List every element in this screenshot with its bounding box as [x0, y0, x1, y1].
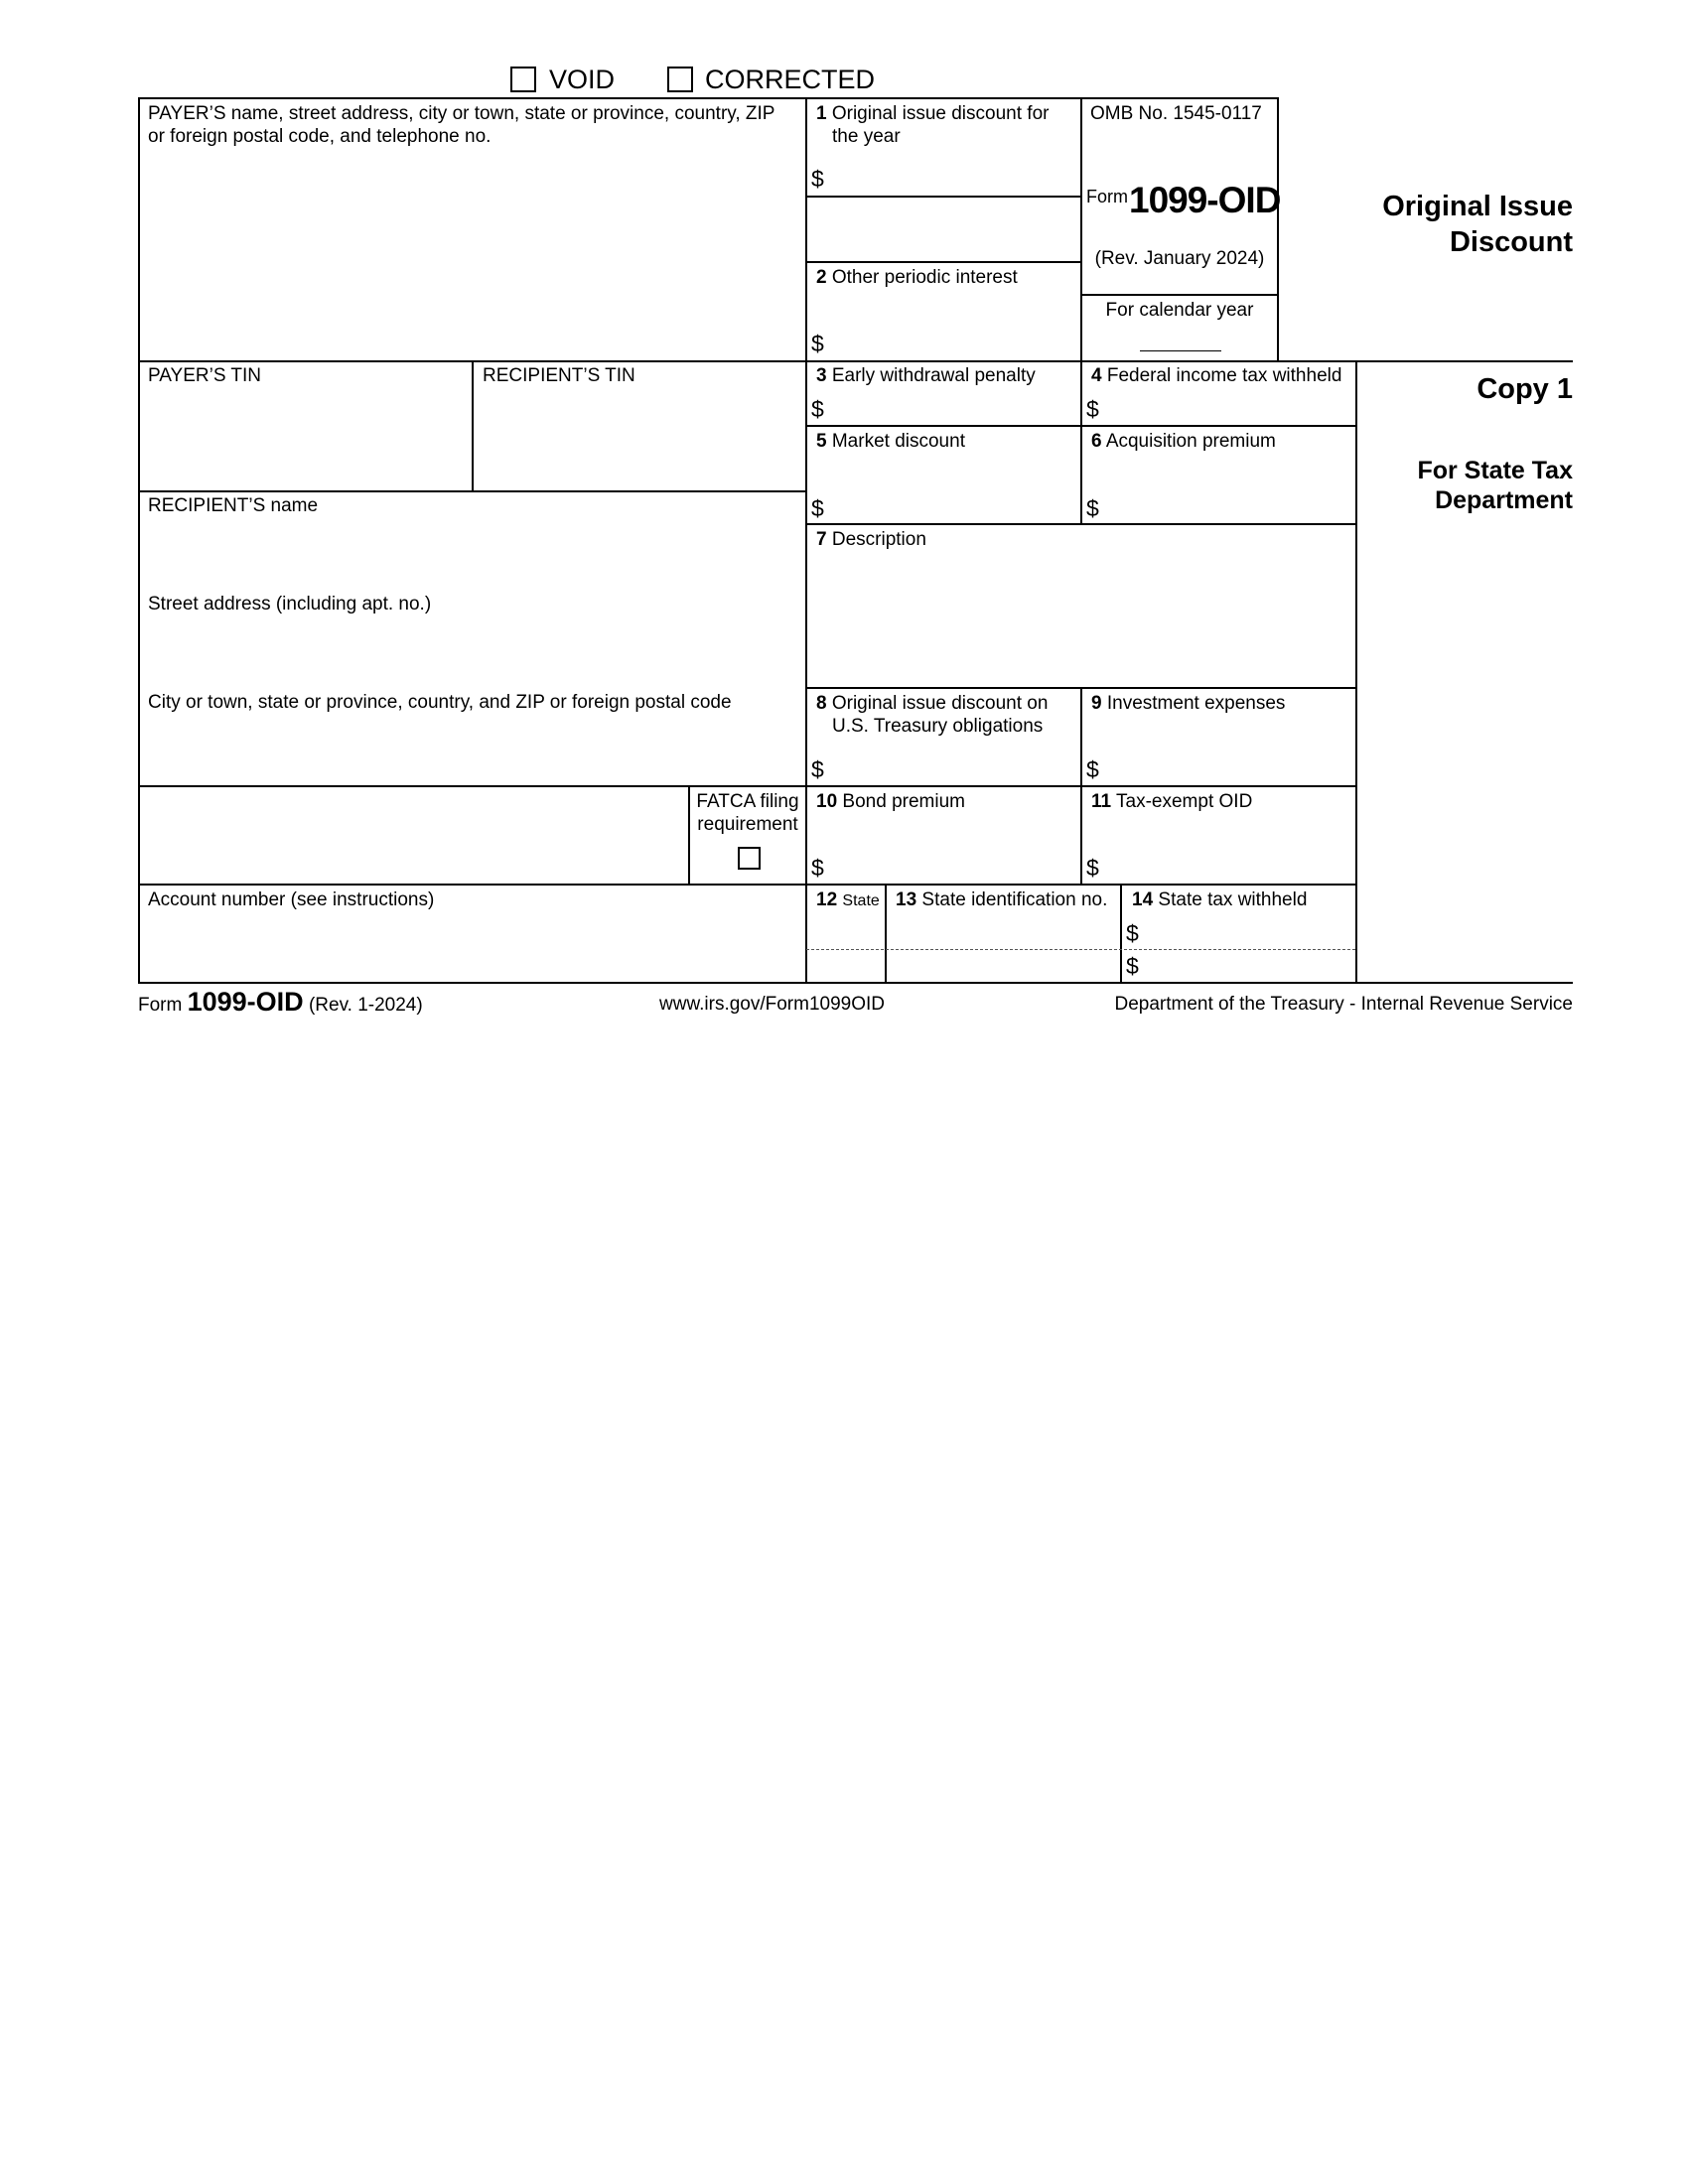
- line-box3-bottom: [805, 425, 1356, 427]
- box13-label: [896, 888, 1107, 911]
- payer-name-label: PAYER’S name, street address, city or town, state or province, country, ZIP or foreign postal code, and telephone no.: [148, 103, 775, 147]
- box14-dollar-sign-2: $: [1126, 953, 1139, 979]
- box4-text: Federal income tax withheld: [1106, 365, 1342, 386]
- box2-number: 2: [816, 267, 827, 288]
- form-revision: (Rev. January 2024): [1094, 248, 1265, 269]
- copy-label: Copy 1: [1477, 373, 1573, 405]
- box10-field[interactable]: [829, 816, 1077, 882]
- box10-number: 10: [816, 791, 838, 812]
- box2-dollar-sign: $: [811, 331, 824, 356]
- box11-label: [1091, 790, 1252, 813]
- box13-number: 13: [896, 889, 917, 910]
- box2-text: Other periodic interest: [831, 267, 1018, 288]
- recipient-name-field[interactable]: [140, 518, 803, 588]
- recipient-tin-label: RECIPIENT’S TIN: [483, 365, 635, 386]
- box12-number: 12: [816, 889, 838, 910]
- box6-label: [1091, 430, 1276, 453]
- box6-field[interactable]: [1104, 457, 1352, 521]
- box10-dollar-sign: $: [811, 855, 824, 881]
- box6-dollar-sign: $: [1086, 495, 1099, 521]
- state-row-divider: [806, 949, 1355, 950]
- payer-name-field[interactable]: [140, 144, 803, 358]
- box14-number: 14: [1132, 889, 1154, 910]
- calendar-year-label: For calendar year: [1105, 300, 1254, 321]
- box5-number: 5: [816, 431, 827, 452]
- box4-label: [1091, 364, 1341, 387]
- box9-field[interactable]: [1104, 719, 1352, 783]
- copy-desc-2: Department: [1435, 486, 1573, 514]
- form-title-1: Original Issue: [1382, 191, 1573, 222]
- box1-text: Original issue discount for: [831, 103, 1050, 124]
- box2-label: [816, 266, 1018, 289]
- box9-number: 9: [1091, 693, 1102, 714]
- box11-field[interactable]: [1104, 816, 1352, 882]
- divider-right: [1355, 360, 1357, 983]
- box7-field[interactable]: [807, 556, 1353, 685]
- box14-label: [1132, 888, 1307, 911]
- fatca-checkbox[interactable]: [738, 847, 761, 870]
- box3-label: [816, 364, 1036, 387]
- box1-field[interactable]: [829, 154, 1077, 194]
- box10-label: [816, 790, 965, 813]
- box8-text: Original issue discount on: [831, 693, 1049, 714]
- box12-field-2[interactable]: [807, 951, 883, 981]
- box5-text: Market discount: [831, 431, 965, 452]
- fatca-label-1: FATCA filing: [696, 791, 799, 812]
- fatca-label-2: requirement: [697, 814, 798, 835]
- footer-form-number: 1099-OID: [187, 987, 304, 1017]
- recipient-tin-field[interactable]: [475, 389, 804, 488]
- city-state-field[interactable]: [140, 715, 803, 783]
- city-state-label: City or town, state or province, country, and ZIP or foreign postal code: [148, 692, 732, 713]
- payer-tin-field[interactable]: [140, 389, 470, 488]
- box8-label-1: [816, 692, 1048, 715]
- box4-field[interactable]: [1104, 391, 1352, 423]
- box13-field-1[interactable]: [887, 914, 1118, 948]
- box8-field[interactable]: [829, 743, 1077, 783]
- copy-desc-1: For State Tax: [1417, 457, 1573, 484]
- street-address-label: Street address (including apt. no.): [148, 594, 432, 614]
- calendar-year-field[interactable]: [1140, 350, 1221, 351]
- box14-text: State tax withheld: [1158, 889, 1308, 910]
- box4-dollar-sign: $: [1086, 396, 1099, 422]
- line-box2-top: [805, 261, 1081, 263]
- form-word: Form: [1086, 187, 1128, 206]
- blank-field: [140, 787, 686, 882]
- box8-label-2: U.S. Treasury obligations: [832, 716, 1044, 737]
- footer-form-word: Form: [138, 995, 183, 1016]
- box11-number: 11: [1091, 791, 1112, 812]
- box1-label-1: [816, 102, 1049, 125]
- line-rev-bottom: [1080, 294, 1278, 296]
- box13-field-2[interactable]: [887, 951, 1118, 981]
- form-grid: [0, 0, 1688, 1003]
- divider-center: [805, 97, 807, 983]
- box6-text: Acquisition premium: [1105, 431, 1276, 452]
- box3-number: 3: [816, 365, 827, 386]
- box11-text: Tax-exempt OID: [1116, 791, 1253, 812]
- box11-dollar-sign: $: [1086, 855, 1099, 881]
- footer-form-id: [138, 987, 423, 1018]
- void-label: VOID: [549, 65, 616, 94]
- box12-label: [816, 888, 880, 912]
- box5-field[interactable]: [829, 457, 1077, 521]
- box10-text: Bond premium: [842, 791, 965, 812]
- recipient-name-label: RECIPIENT’S name: [148, 495, 319, 516]
- box14-field-1[interactable]: [1144, 914, 1352, 948]
- box3-text: Early withdrawal penalty: [831, 365, 1036, 386]
- box14-dollar-sign-1: $: [1126, 920, 1139, 946]
- row-line-tin: [138, 360, 1573, 362]
- box7-number: 7: [816, 529, 827, 550]
- footer-agency: Department of the Treasury - Internal Revenue Service: [1114, 994, 1573, 1015]
- box3-dollar-sign: $: [811, 396, 824, 422]
- form-number: 1099-OID: [1129, 180, 1281, 220]
- box12-text: State: [842, 892, 880, 909]
- box1-dollar-sign: $: [811, 166, 824, 192]
- row-line-recipient-name: [138, 490, 806, 492]
- box9-label: [1091, 692, 1285, 715]
- box14-field-2[interactable]: [1144, 951, 1352, 981]
- box6-number: 6: [1091, 431, 1102, 452]
- box1-number: 1: [816, 103, 827, 124]
- corrected-label: CORRECTED: [705, 65, 876, 94]
- bottom-border: [138, 982, 1573, 984]
- box5-label: [816, 430, 965, 453]
- box8-dollar-sign: $: [811, 756, 824, 782]
- box1-label-2: the year: [832, 126, 901, 147]
- box2-field[interactable]: [829, 298, 1077, 357]
- payer-tin-label: PAYER’S TIN: [148, 365, 262, 386]
- box3-field[interactable]: [829, 391, 1077, 423]
- account-number-field[interactable]: [140, 913, 803, 980]
- box13-text: State identification no.: [921, 889, 1108, 910]
- box4-number: 4: [1091, 365, 1102, 386]
- divider-tin: [472, 360, 474, 490]
- omb-number: OMB No. 1545-0117: [1090, 103, 1262, 124]
- footer-url[interactable]: www.irs.gov/Form1099OID: [659, 994, 886, 1015]
- line-box1-bottom: [805, 196, 1081, 198]
- form-title-2: Discount: [1449, 226, 1573, 258]
- top-border: [138, 97, 1277, 99]
- box7-text: Description: [831, 529, 926, 550]
- line-box5-bottom: [805, 523, 1356, 525]
- box12-field-1[interactable]: [807, 914, 883, 948]
- account-number-label: Account number (see instructions): [148, 889, 435, 910]
- divider-box13: [1120, 884, 1122, 983]
- box9-text: Investment expenses: [1106, 693, 1286, 714]
- box8-number: 8: [816, 693, 827, 714]
- row-line-account: [138, 884, 1356, 886]
- box9-dollar-sign: $: [1086, 756, 1099, 782]
- footer-revision: (Rev. 1-2024): [308, 995, 423, 1016]
- line-box7-bottom: [805, 687, 1356, 689]
- street-address-field[interactable]: [140, 616, 803, 686]
- box5-dollar-sign: $: [811, 495, 824, 521]
- divider-formid-right: [1277, 97, 1279, 360]
- box7-label: [816, 528, 926, 551]
